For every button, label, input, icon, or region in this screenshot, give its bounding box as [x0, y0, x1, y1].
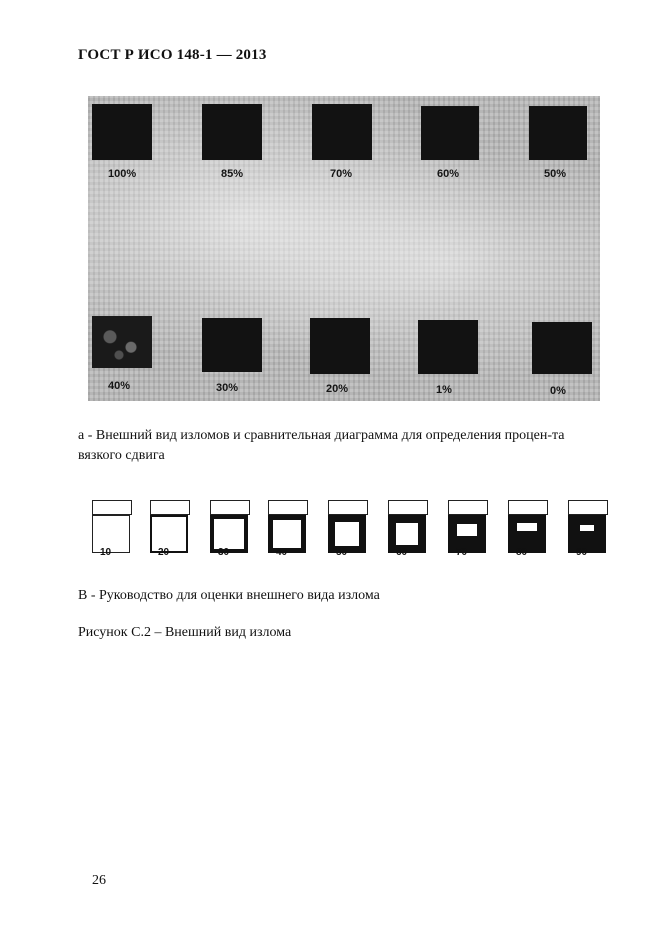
guide-item-70 [448, 500, 488, 558]
guide-label-70: 70 [456, 547, 468, 558]
specimen-30 [202, 318, 262, 372]
guide-top-40 [268, 500, 308, 515]
guide-item-40 [268, 500, 308, 558]
label-40: 40% [108, 380, 131, 392]
guide-label-30: 30 [218, 547, 230, 558]
guide-label-20: 20 [158, 547, 170, 558]
caption-a: а - Внешний вид изломов и сравнительная диаграмма для определения процен-та вязкого сдвига [78, 428, 565, 463]
guide-top-80 [508, 500, 548, 515]
guide-top-30 [210, 500, 250, 515]
label-85: 85% [221, 168, 244, 180]
guide-top-90 [568, 500, 608, 515]
label-20: 20% [326, 383, 349, 395]
guide-item-20 [150, 500, 190, 558]
guide-label-80: 80 [516, 547, 528, 558]
figure-caption: Рисунок С.2 – Внешний вид излома [78, 625, 292, 640]
guide-top-50 [328, 500, 368, 515]
specimen-70 [312, 104, 372, 160]
guide-item-30 [210, 500, 250, 558]
document-header: ГОСТ Р ИСО 148-1 — 2013 [78, 47, 267, 63]
specimen-100 [92, 104, 152, 160]
specimen-20 [310, 318, 370, 374]
guide-top-20 [150, 500, 190, 515]
label-50: 50% [544, 168, 567, 180]
caption-b: В - Руководство для оценки внешнего вида излома [78, 588, 380, 603]
label-70: 70% [330, 168, 353, 180]
specimen-50 [529, 106, 587, 160]
specimen-1 [418, 320, 478, 374]
specimen-0 [532, 322, 592, 374]
guide-top-60 [388, 500, 428, 515]
guide-top-10 [92, 500, 132, 515]
guide-item-90 [568, 500, 608, 558]
specimen-40 [92, 316, 152, 368]
label-0: 0% [550, 385, 566, 397]
fracture-guide-diagram [92, 500, 612, 572]
guide-top-70 [448, 500, 488, 515]
guide-label-90: 90 [576, 547, 588, 558]
page-number: 26 [92, 873, 106, 888]
guide-item-10 [92, 500, 132, 558]
guide-label-40: 40 [276, 547, 288, 558]
guide-label-10: 10 [100, 547, 112, 558]
guide-item-80 [508, 500, 548, 558]
fracture-appearance-photo [88, 96, 600, 401]
guide-item-50 [328, 500, 368, 558]
label-30: 30% [216, 382, 239, 394]
guide-label-60: 60 [396, 547, 408, 558]
label-1: 1% [436, 384, 452, 396]
label-60: 60% [437, 168, 460, 180]
specimen-60 [421, 106, 479, 160]
guide-item-60 [388, 500, 428, 558]
guide-label-50: 50 [336, 547, 348, 558]
label-100: 100% [108, 168, 137, 180]
specimen-85 [202, 104, 262, 160]
